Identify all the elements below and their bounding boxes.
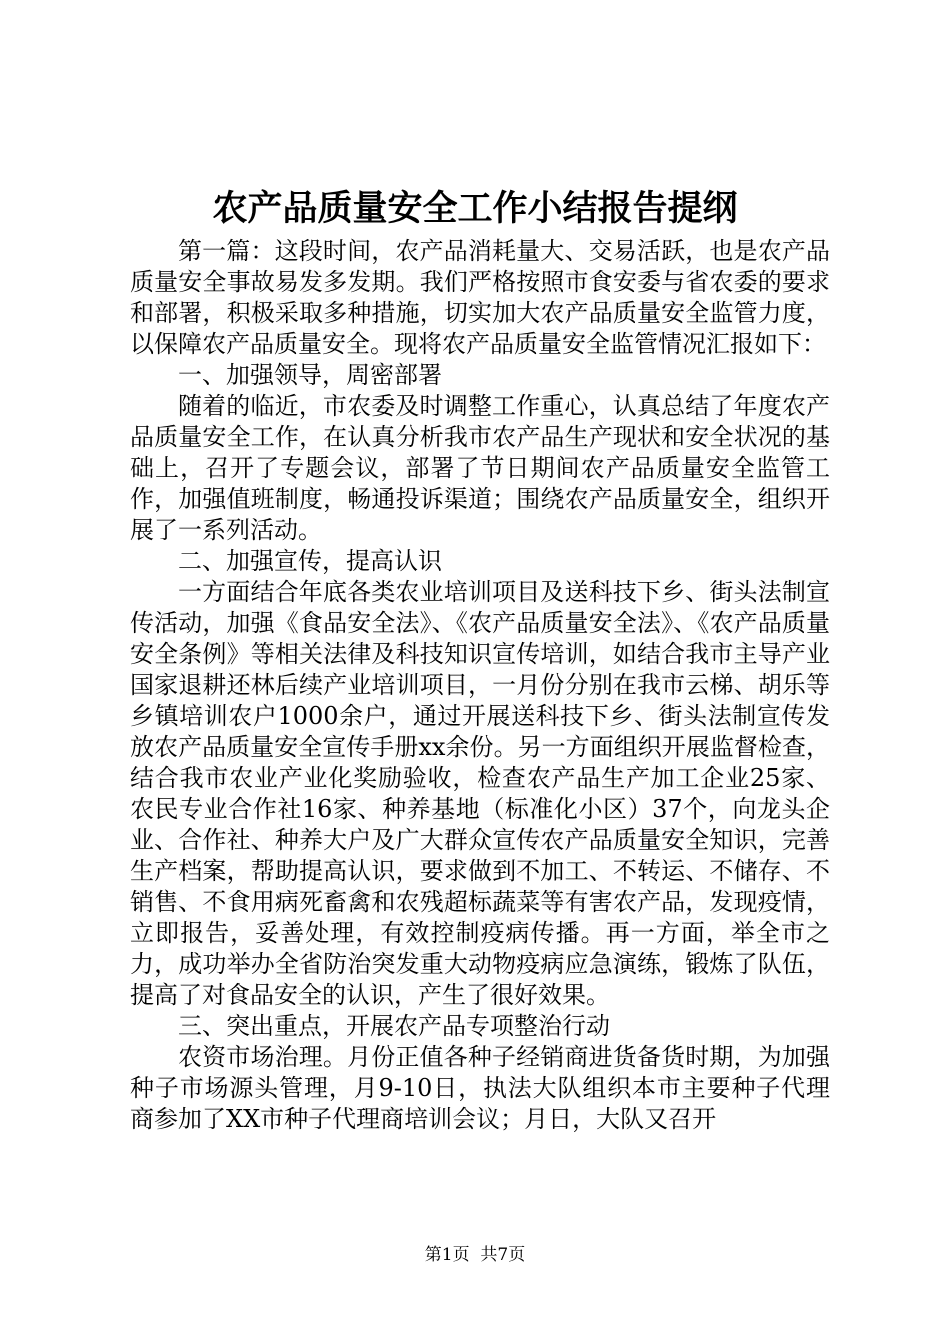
section-heading-3: 三、突出重点，开展农产品专项整治行动 bbox=[178, 1012, 610, 1040]
paragraph-intro: 第一篇：这段时间，农产品消耗量大、交易活跃，也是农产品质量安全事故易发多发期。我们严格按照市食安委与省农委的要求和部署，积极采取多种措施，切实加大农产品质量安全监管力度，以保障农产品质量安全。现将农产品质量安全监管情况汇报如下： bbox=[130, 237, 830, 358]
section-heading-2: 二、加强宣传，提高认识 bbox=[178, 547, 442, 575]
document-body bbox=[130, 236, 830, 1135]
paragraph-section-2: 一方面结合年底各类农业培训项目及送科技下乡、街头法制宣传活动，加强《食品安全法》、《农产品质量安全法》、《农产品质量安全条例》等相关法律及科技知识宣传培训，如结合我市主导产业国家退耕还林后续产业培训项目，一月份分别在我市云梯、胡乐等乡镇培训农户1000余户，通过开展送科技下乡、街头法制宣传发放农产品质量安全宣传手册xx余份。另一方面组织开展监督检查，结合我市农业产业化奖励验收，检查农产品生产加工企业25家、农民专业合作社16家、种养基地（标准化小区）37个，向龙头企业、合作社、种养大户及广大群众宣传农产品质量安全知识，完善生产档案，帮助提高认识，要求做到不加工、不转运、不储存、不销售、不食用病死畜禽和农残超标蔬菜等有害农产品，发现疫情，立即报告，妥善处理，有效控制疫病传播。再一方面，举全市之力，成功举办全省防治突发重大动物疫病应急演练，锻炼了队伍，提高了对食品安全的认识，产生了很好效果。 bbox=[130, 578, 830, 1009]
paragraph-section-3: 农资市场治理。月份正值各种子经销商进货备货时期，为加强种子市场源头管理，月9-10日，执法大队组织本市主要种子代理商参加了XX市种子代理商培训会议；月日，大队又召开 bbox=[130, 1043, 830, 1133]
document-title: 农产品质量安全工作小结报告提纲 bbox=[212, 188, 738, 229]
section-heading-1: 一、加强领导，周密部署 bbox=[178, 361, 442, 389]
paragraph-section-1: 随着的临近，市农委及时调整工作重心，认真总结了年度农产品质量安全工作，在认真分析我市农产品生产现状和安全状况的基础上，召开了专题会议，部署了节日期间农产品质量安全监管工作，加强值班制度，畅通投诉渠道；围绕农产品质量安全，组织开展了一系列活动。 bbox=[130, 392, 830, 544]
page-number-footer: 第1页 共7页 bbox=[424, 1245, 526, 1265]
